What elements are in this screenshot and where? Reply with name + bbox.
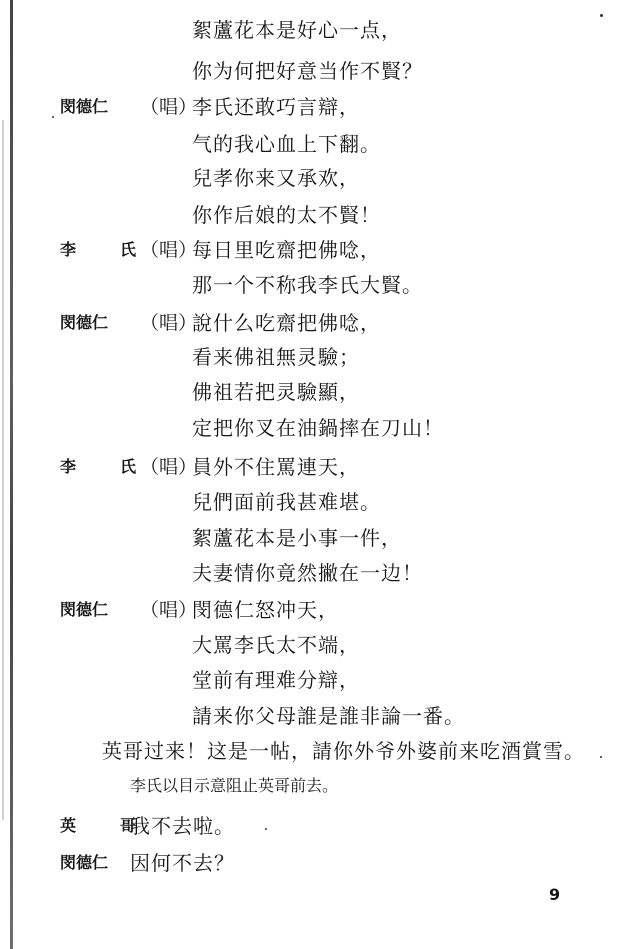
verse-line: 閔德仁怒冲天， <box>192 598 339 622</box>
speaker-name: 閔德仁 <box>60 313 109 332</box>
binding-edge <box>10 0 13 949</box>
verse-line: 堂前有理难分辯， <box>192 668 360 692</box>
sing-direction: （唱） <box>140 456 198 478</box>
verse-line: 李氏还敢巧言辯， <box>192 95 360 119</box>
speaker-name: 閔德仁 <box>60 600 109 619</box>
sing-direction: （唱） <box>140 96 198 118</box>
verse-line: 你为何把好意当作不賢？ <box>192 59 423 83</box>
prose-line: 英哥过来！这是一帖，請你外爷外婆前来吃酒賞雪。 <box>102 739 585 763</box>
page-number: 9 <box>549 885 561 904</box>
speaker-name: 閔德仁 <box>60 853 109 872</box>
verse-line: 兒們面前我甚难堪。 <box>192 490 381 514</box>
verse-line: 大罵李氏太不端， <box>192 633 360 657</box>
scan-speck <box>52 116 54 118</box>
sing-direction: （唱） <box>140 312 198 334</box>
speech-line: 因何不去？ <box>130 851 235 875</box>
verse-line: 定把你叉在油鍋摔在刀山！ <box>192 416 444 440</box>
verse-line: 絮蘆花本是好心一点， <box>192 18 402 42</box>
sing-direction: （唱） <box>140 239 198 261</box>
stage-direction: 李氏以目示意阻止英哥前去。 <box>130 776 339 795</box>
scan-speck <box>265 828 267 830</box>
verse-line: 气的我心血上下翻。 <box>192 132 381 156</box>
verse-line: 請来你父母誰是誰非論一番。 <box>192 704 465 728</box>
sing-direction: （唱） <box>140 599 198 621</box>
verse-line: 那一个不称我李氏大賢。 <box>192 273 423 297</box>
verse-line: 夫妻情你竟然撇在一边！ <box>192 561 423 585</box>
verse-line: 員外不住罵連天， <box>192 455 360 479</box>
verse-line: 每日里吃齋把佛唸， <box>192 238 381 262</box>
speaker-name: 閔德仁 <box>60 97 109 116</box>
verse-line: 絮蘆花本是小事一件， <box>192 526 402 550</box>
scan-speck <box>600 756 602 758</box>
speech-line: 我不去啦。 <box>130 814 235 838</box>
verse-line: 看来佛祖無灵驗； <box>192 345 360 369</box>
speaker-name: 李 氏 <box>60 240 151 259</box>
speaker-name: 英 哥 <box>60 816 151 835</box>
speaker-name: 李 氏 <box>60 457 151 476</box>
verse-line: 你作后娘的太不賢！ <box>192 203 381 227</box>
verse-line: 佛祖若把灵驗顯， <box>192 380 360 404</box>
binding-shadow <box>2 120 4 820</box>
scan-speck <box>600 14 603 17</box>
verse-line: 兒孝你来又承欢， <box>192 166 360 190</box>
verse-line: 說什么吃齋把佛唸， <box>192 311 381 335</box>
